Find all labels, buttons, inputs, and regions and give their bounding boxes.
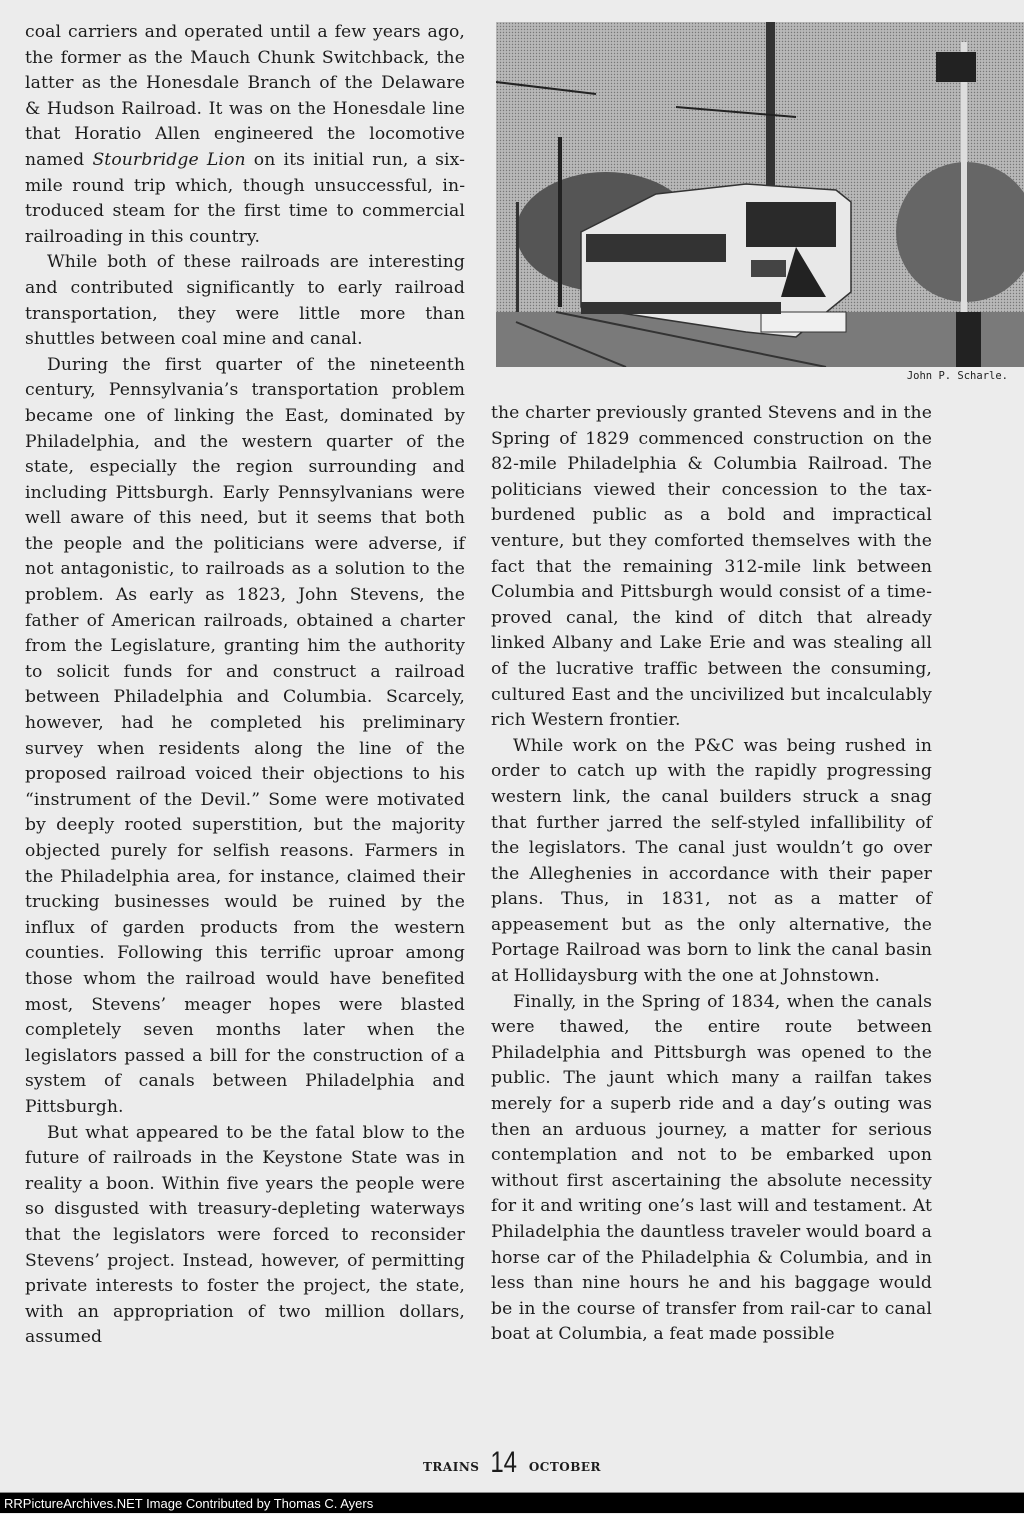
magazine-name: TRAINS	[423, 1460, 480, 1474]
paragraph: Finally, in the Spring of 1834, when the canals were thawed, the entire route between Philadelphia and Pittsburgh was opened to the public. The jaunt which many a railfan takes merely for a superb ride and a day’s outing was then an arduous journey, a matter for serious contemplation and not to be embarked upon without first ascertaining the absolute necessity for it and writing one’s last will and testament. At Philadelphia the dauntless traveler would board a horse car of the Philadelphia & Columbia, and in less than nine hours he and his baggage would be in the course of transfer from rail-car to canal boat at Columbia, a feat made possible	[491, 991, 932, 1345]
paragraph: While both of these railroads are interesting and contributed significantly to early railroad transportation, they were little more than shuttles between coal mine and canal.	[25, 252, 465, 350]
photo-illustration	[496, 22, 1024, 367]
left-column	[25, 20, 465, 1351]
paragraph: the charter previously granted Stevens and in the Spring of 1829 commenced construction on the 82-mile Philadelphia & Columbia Railroad. The politicians viewed their concession to the tax-burdened public as a bold and impractical venture, but they comforted themselves with the fact that the remaining 312-mile link between Columbia and Pittsburgh would consist of a time-proved canal, the kind of ditch that already linked Albany and Lake Erie and was stealing all of the lucrative traffic between the consuming, cultured East and the uncivilized but incalculably rich Western frontier.	[491, 403, 932, 731]
photo-credit: John P. Scharle.	[906, 370, 1008, 382]
archive-attribution-bar: RRPictureArchives.NET Image Contributed by Thomas C. Ayers	[0, 1492, 1024, 1513]
issue-month: OCTOBER	[528, 1460, 601, 1474]
paragraph: During the first quarter of the nineteenth century, Pennsylvania’s transportation problem became one of linking the East, dominated by Philadelphia, and the western quarter of the state, especially the region surrounding and including Pittsburgh. Early Pennsylvanians were well aware of this need, but it seems that both the people and the politicians were adverse, if not antagonistic, to railroads as a solution to the problem. As early as 1823, John Stevens, the father of American railroads, obtained a charter from the Legislature, granting him the authority to solicit funds for and construct a railroad between Philadelphia and Columbia. Scarcely, however, had he completed his preliminary survey when residents along the line of the proposed railroad voiced their objections to his “instrument of the Devil.” Some were motivated by deeply rooted superstition, but the majority objected purely for selfish reasons. Farmers in the Philadelphia area, for instance, claimed their trucking businesses would be ruined by the influx of garden products from the western counties. Following this terrific uproar among those whom the railroad would have benefited most, Stevens’ meager hopes were blasted completely seven months later when the legislators passed a bill for the construction of a system of canals between Philadelphia and Pittsburgh.	[25, 354, 465, 1117]
page-folio	[0, 1448, 1024, 1478]
right-column	[491, 401, 932, 1348]
page-number: 14	[490, 1446, 518, 1479]
interurban-car-photo	[496, 22, 1024, 367]
italic-locomotive-name: Stourbridge Lion	[92, 149, 246, 170]
paragraph: But what appeared to be the fatal blow to the future of railroads in the Keystone State was in reality a boon. Within five years the people were so disgusted with treasury-depleting waterways that the legislators were forced to reconsider Stevens’ project. Instead, however, of permitting private interests to foster the project, the state, with an appropriation of two million dollars, assumed	[25, 1122, 465, 1348]
paragraph: coal carriers and operated until a few years ago, the former as the Mauch Chunk Switchback, the latter as the Honesdale Branch of the Delaware & Hudson Railroad. It was on the Honesdale line that Horatio Allen engineered the locomotive named Stourbridge Lion on its initial run, a six-mile round trip which, though unsuccessful, introduced steam for the first time to commercial railroading in this country.	[25, 22, 465, 247]
paragraph: While work on the P&C was being rushed in order to catch up with the rapidly progressing western link, the canal builders struck a snag that further jarred the self-styled infallibility of the legislators. The canal just wouldn’t go over the Alleghenies in accordance with their paper plans. Thus, in 1831, not as a matter of appeasement but as the only alternative, the Portage Railroad was born to link the canal basin at Hollidaysburg with the one at Johnstown.	[491, 735, 932, 987]
